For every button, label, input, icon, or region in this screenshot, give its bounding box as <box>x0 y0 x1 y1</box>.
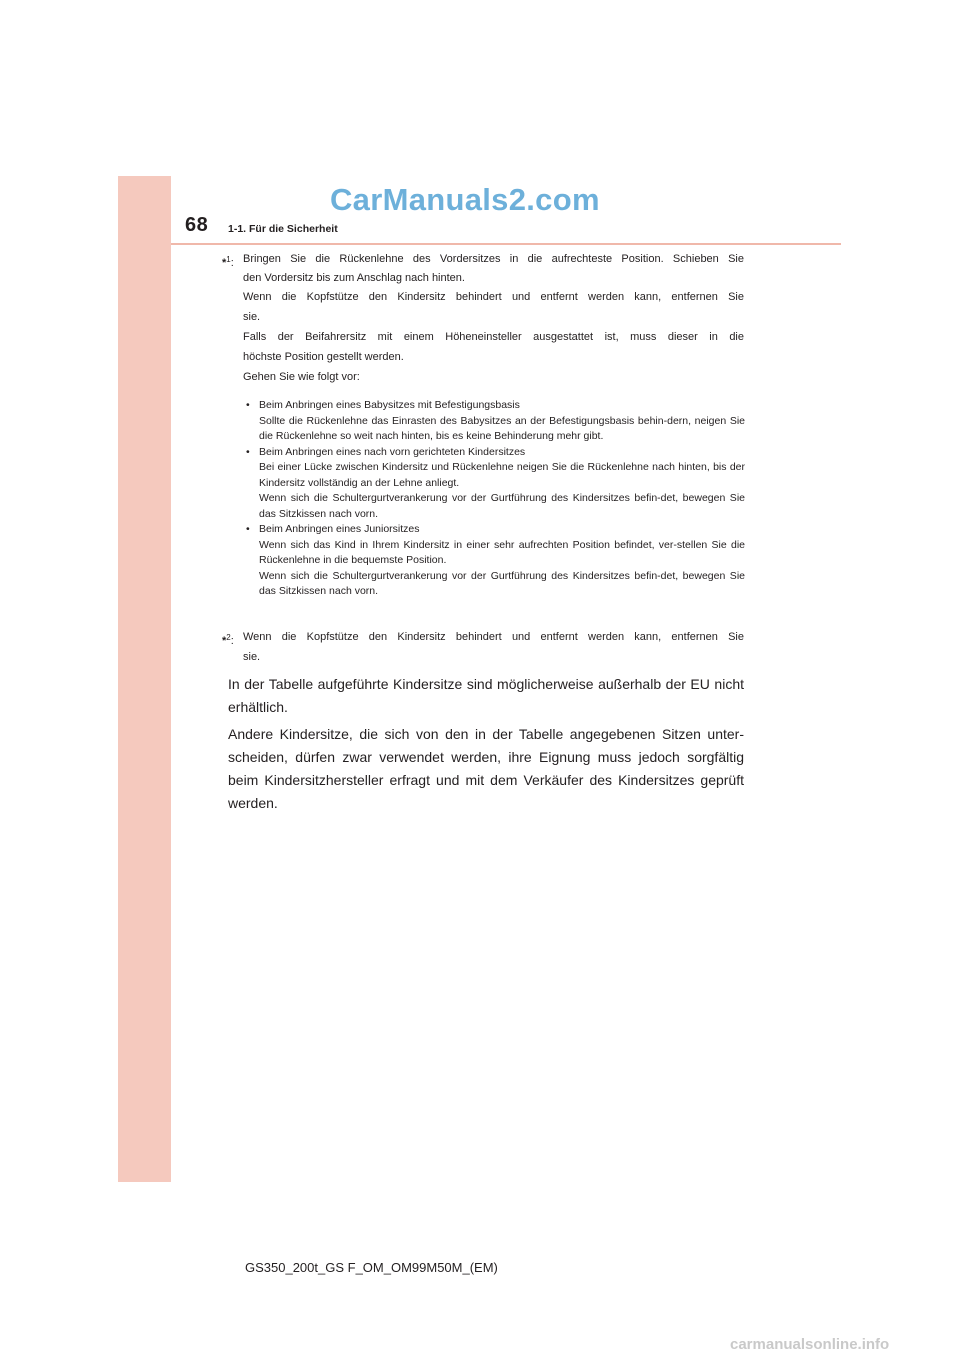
footer-watermark: carmanualsonline.info <box>730 1336 890 1353</box>
bullet-item <box>243 445 745 523</box>
footnote-2-line: sie. <box>243 651 261 663</box>
footnote-1-line: Falls der Beifahrersitz mit einem Höheneinsteller ausgestattet ist, muss dieser in die <box>243 331 744 343</box>
footnote-1-line: Bringen Sie die Rückenlehne des Vordersitzes in die aufrechteste Position. Schieben Sie <box>243 253 744 265</box>
page-number: 68 <box>185 214 209 236</box>
bullet-dot: • <box>246 523 250 535</box>
document-code: GS350_200t_GS F_OM_OM99M50M_(EM) <box>245 1260 498 1275</box>
bullet-title: Beim Anbringen eines nach vorn gerichteten Kindersitzes <box>259 445 526 458</box>
header-divider <box>171 243 841 245</box>
footnote-1-line: Gehen Sie wie folgt vor: <box>243 371 360 383</box>
footnote-1-line: den Vordersitz bis zum Anschlag nach hinten. <box>243 272 465 284</box>
body-paragraph: In der Tabelle aufgeführte Kindersitze sind möglicherweise außerhalb der EU nicht erhältlich. <box>228 676 744 715</box>
bullet-text: Wenn sich das Kind in Ihrem Kindersitz in einer sehr aufrechten Position befindet, ver-stellen Sie die Rückenlehne in die bequemste Position. <box>259 538 745 566</box>
bullet-text: Sollte die Rückenlehne das Einrasten des Babysitzes an der Befestigungsbasis behin-dern, neigen Sie die Rückenlehne so weit nach hinten, bis es keine Behinderung mehr gibt. <box>259 414 745 442</box>
bullet-text: Wenn sich die Schultergurtverankerung vor der Gurtführung des Kindersitzes befin-det, bewegen Sie das Sitzkissen nach vorn. <box>259 569 745 597</box>
footnote-2-line: Wenn die Kopfstütze den Kindersitz behindert und entfernt werden kann, entfernen Sie <box>243 631 744 643</box>
bullet-list <box>243 398 745 600</box>
section-title: 1-1. Für die Sicherheit <box>228 223 338 235</box>
footnote-1-marker: *$^1$: <box>222 255 234 269</box>
footnote-1-line: sie. <box>243 311 261 323</box>
bullet-item <box>243 522 745 600</box>
bullet-text: Bei einer Lücke zwischen Kindersitz und Rückenlehne neigen Sie die Rückenlehne nach hinten, bis der Kindersitz vollständig an der Lehne anliegt. <box>259 461 745 489</box>
bullet-dot: • <box>246 445 250 458</box>
bullet-title: Beim Anbringen eines Babysitzes mit Befestigungsbasis <box>259 399 520 411</box>
bullet-dot: • <box>246 399 250 411</box>
footnote-1-line: höchste Position gestellt werden. <box>243 351 404 363</box>
footnote-2-marker: *$^2$: <box>222 633 234 647</box>
body-paragraph: Andere Kindersitze, die sich von den in der Tabelle angegebenen Sitzen unter-scheiden, dürfen zwar verwendet werden, ihre Eignung muss jedoch sorgfältig beim Kindersitzhersteller erfragt und mit dem Verkäufer des Kindersitzes geprüft werden. <box>228 726 744 811</box>
chapter-tab-band <box>118 176 171 1182</box>
bullet-item <box>243 398 745 445</box>
watermark-logo: CarManuals2.com <box>330 182 600 217</box>
bullet-title: Beim Anbringen eines Juniorsitzes <box>259 523 420 535</box>
bullet-text: Wenn sich die Schultergurtverankerung vor der Gurtführung des Kindersitzes befin-det, bewegen Sie das Sitzkissen nach vorn. <box>259 492 745 520</box>
footnote-1-line: Wenn die Kopfstütze den Kindersitz behindert und entfernt werden kann, entfernen Sie <box>243 291 744 303</box>
